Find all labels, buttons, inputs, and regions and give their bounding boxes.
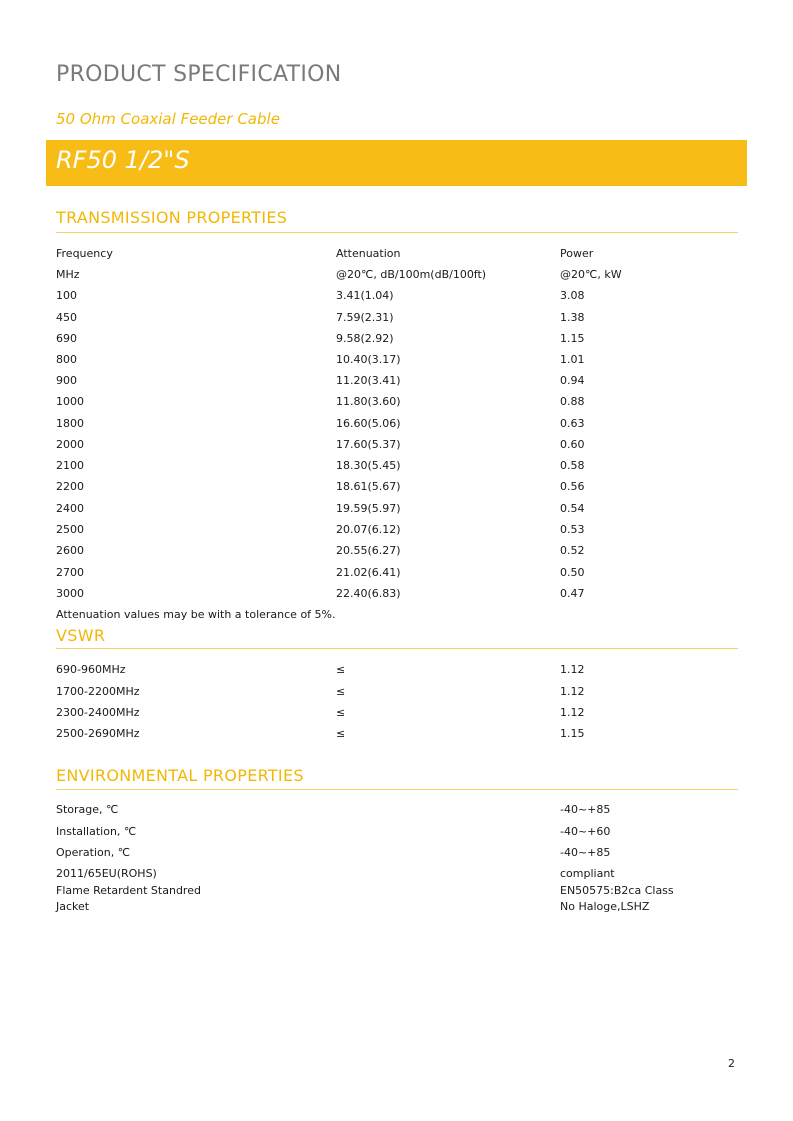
unit-attenuation: @20℃, dB/100m(dB/100ft) [336, 268, 487, 281]
frequency-cell: 2200 [56, 480, 84, 493]
attenuation-cell: 16.60(5.06) [336, 417, 401, 430]
table-row [56, 867, 738, 885]
frequency-cell: 3000 [56, 587, 84, 600]
vswr-band-cell: 2300-2400MHz [56, 706, 140, 719]
power-cell: 0.94 [560, 374, 585, 387]
attenuation-cell: 10.40(3.17) [336, 353, 401, 366]
table-row [56, 825, 738, 843]
table-row [56, 846, 738, 864]
table-row [56, 523, 738, 541]
vswr-band-cell: 690-960MHz [56, 663, 126, 676]
power-cell: 0.54 [560, 502, 585, 515]
power-cell: 0.88 [560, 395, 585, 408]
document-title: PRODUCT SPECIFICATION [56, 62, 342, 87]
transmission-divider [56, 232, 738, 233]
vswr-band-cell: 1700-2200MHz [56, 685, 140, 698]
env-value-cell: compliant [560, 867, 615, 880]
env-property-cell: Operation, ℃ [56, 846, 131, 859]
table-row [56, 502, 738, 520]
environmental-section-title: ENVIRONMENTAL PROPERTIES [56, 766, 304, 785]
vswr-band-cell: 2500-2690MHz [56, 727, 140, 740]
env-value-cell: No Haloge,LSHZ [560, 900, 650, 913]
power-cell: 0.63 [560, 417, 585, 430]
power-cell: 0.47 [560, 587, 585, 600]
vswr-operator-cell: ≤ [336, 727, 346, 740]
table-row [56, 332, 738, 350]
power-cell: 0.60 [560, 438, 585, 451]
env-value-cell: -40~+85 [560, 803, 611, 816]
unit-frequency: MHz [56, 268, 80, 281]
vswr-operator-cell: ≤ [336, 663, 346, 676]
frequency-cell: 2000 [56, 438, 84, 451]
env-value-cell: -40~+60 [560, 825, 611, 838]
frequency-cell: 450 [56, 311, 77, 324]
attenuation-cell: 22.40(6.83) [336, 587, 401, 600]
power-cell: 1.38 [560, 311, 585, 324]
vswr-operator-cell: ≤ [336, 706, 346, 719]
attenuation-cell: 11.80(3.60) [336, 395, 401, 408]
transmission-units-row [56, 268, 738, 286]
transmission-section-title: TRANSMISSION PROPERTIES [56, 208, 288, 227]
attenuation-cell: 9.58(2.92) [336, 332, 394, 345]
attenuation-cell: 11.20(3.41) [336, 374, 401, 387]
table-row [56, 459, 738, 477]
table-row [56, 900, 738, 918]
header-frequency: Frequency [56, 247, 113, 260]
vswr-value-cell: 1.15 [560, 727, 585, 740]
table-row [56, 438, 738, 456]
attenuation-cell: 3.41(1.04) [336, 289, 394, 302]
frequency-cell: 2100 [56, 459, 84, 472]
table-row [56, 374, 738, 392]
power-cell: 0.56 [560, 480, 585, 493]
vswr-value-cell: 1.12 [560, 685, 585, 698]
transmission-header-row [56, 247, 738, 265]
power-cell: 0.53 [560, 523, 585, 536]
vswr-value-cell: 1.12 [560, 663, 585, 676]
attenuation-cell: 18.30(5.45) [336, 459, 401, 472]
table-row [56, 685, 738, 703]
frequency-cell: 690 [56, 332, 77, 345]
table-row [56, 663, 738, 681]
attenuation-cell: 21.02(6.41) [336, 566, 401, 579]
attenuation-cell: 7.59(2.31) [336, 311, 394, 324]
frequency-cell: 2700 [56, 566, 84, 579]
attenuation-cell: 17.60(5.37) [336, 438, 401, 451]
power-cell: 0.50 [560, 566, 585, 579]
attenuation-cell: 20.55(6.27) [336, 544, 401, 557]
frequency-cell: 2500 [56, 523, 84, 536]
table-row [56, 289, 738, 307]
frequency-cell: 2400 [56, 502, 84, 515]
header-power: Power [560, 247, 594, 260]
table-row [56, 311, 738, 329]
table-row [56, 727, 738, 745]
frequency-cell: 100 [56, 289, 77, 302]
env-property-cell: 2011/65EU(ROHS) [56, 867, 157, 880]
model-banner [46, 140, 747, 186]
table-row [56, 417, 738, 435]
frequency-cell: 900 [56, 374, 77, 387]
attenuation-cell: 20.07(6.12) [336, 523, 401, 536]
header-attenuation: Attenuation [336, 247, 401, 260]
env-property-cell: Installation, ℃ [56, 825, 137, 838]
vswr-divider [56, 648, 738, 649]
table-row [56, 480, 738, 498]
env-value-cell: -40~+85 [560, 846, 611, 859]
unit-power: @20℃, kW [560, 268, 622, 281]
table-row [56, 803, 738, 821]
power-cell: 0.58 [560, 459, 585, 472]
power-cell: 0.52 [560, 544, 585, 557]
attenuation-cell: 18.61(5.67) [336, 480, 401, 493]
env-property-cell: Flame Retardent Standred [56, 884, 201, 897]
frequency-cell: 2600 [56, 544, 84, 557]
vswr-section-title: VSWR [56, 626, 106, 645]
document-subtitle: 50 Ohm Coaxial Feeder Cable [56, 110, 280, 128]
vswr-value-cell: 1.12 [560, 706, 585, 719]
table-row [56, 353, 738, 371]
table-row [56, 395, 738, 413]
environmental-divider [56, 789, 738, 790]
env-value-cell: EN50575:B2ca Class [560, 884, 674, 897]
table-row [56, 706, 738, 724]
power-cell: 1.15 [560, 332, 585, 345]
frequency-cell: 800 [56, 353, 77, 366]
attenuation-cell: 19.59(5.97) [336, 502, 401, 515]
env-property-cell: Storage, ℃ [56, 803, 119, 816]
frequency-cell: 1800 [56, 417, 84, 430]
attenuation-tolerance-note: Attenuation values may be with a tolerance of 5%. [56, 608, 336, 621]
model-name: RF50 1/2"S [56, 146, 190, 174]
vswr-operator-cell: ≤ [336, 685, 346, 698]
env-property-cell: Jacket [56, 900, 90, 913]
table-row [56, 587, 738, 605]
table-row [56, 566, 738, 584]
power-cell: 1.01 [560, 353, 585, 366]
page-number: 2 [728, 1057, 735, 1070]
power-cell: 3.08 [560, 289, 585, 302]
frequency-cell: 1000 [56, 395, 84, 408]
table-row [56, 544, 738, 562]
